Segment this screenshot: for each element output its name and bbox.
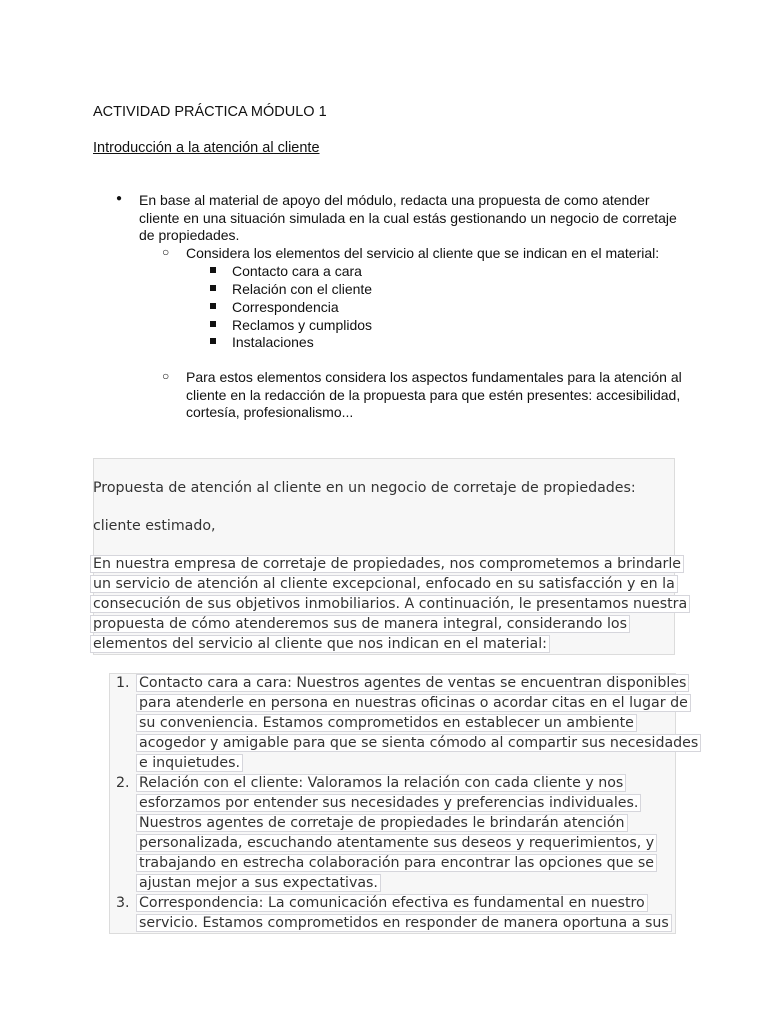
bullet-marker: ● — [116, 193, 123, 204]
item-number: 1. — [116, 675, 130, 691]
item-line: acogedor y amigable para que se sienta cómodo al compartir sus necesidades — [139, 735, 701, 751]
item-line: e inquietudes. — [139, 755, 243, 771]
document-title: ACTIVIDAD PRÁCTICA MÓDULO 1 — [93, 104, 327, 120]
square-bullet-icon — [210, 267, 216, 273]
item-line: personalizada, escuchando atentamente sus deseos y requerimientos, y — [139, 835, 657, 851]
square-bullet-icon — [210, 285, 216, 291]
document-subtitle: Introducción a la atención al cliente — [93, 140, 320, 156]
intro-line: un servicio de atención al cliente excepcional, enfocado en su satisfacción y en la — [93, 576, 678, 592]
item-line: Correspondencia: La comunicación efectiva es fundamental en nuestro — [139, 895, 648, 911]
square-bullet-icon — [210, 338, 216, 344]
intro-line: consecución de sus objetivos inmobiliarios. A continuación, le presentamos nuestra — [93, 596, 690, 612]
item-line: Contacto cara a cara: Nuestros agentes de ventas se encuentran disponibles — [139, 675, 689, 691]
proposal-heading: Propuesta de atención al cliente en un negocio de corretaje de propiedades: — [93, 480, 636, 496]
proposal-greeting: cliente estimado, — [93, 518, 216, 534]
item-number: 3. — [116, 895, 130, 911]
instruction-sub2-text: Para estos elementos considera los aspectos fundamentales para la atención al cliente en la redacción de la propuesta para que estén presentes: accesibilidad, cortesía, profesionalismo... — [186, 369, 682, 421]
sub-bullet-marker: ○ — [162, 245, 170, 259]
item-line: Nuestros agentes de corretaje de propiedades le brindarán atención — [139, 815, 628, 831]
square-bullet-icon — [210, 321, 216, 327]
item-line: esforzamos por entender sus necesidades y preferencias individuales. — [139, 795, 641, 811]
sub-bullet-marker: ○ — [162, 369, 170, 383]
instruction-main-text: En base al material de apoyo del módulo, redacta una propuesta de como atender cliente en una situación simulada en la cual estás gestionando un negocio de corretaje de propiedades. — [139, 192, 677, 244]
item-line: trabajando en estrecha colaboración para encontrar las opciones que se — [139, 855, 657, 871]
intro-line: propuesta de cómo atenderemos sus de manera integral, considerando los — [93, 616, 630, 632]
intro-line: elementos del servicio al cliente que nos indican en el material: — [93, 636, 550, 652]
item-line: Relación con el cliente: Valoramos la relación con cada cliente y nos — [139, 775, 626, 791]
item-number: 2. — [116, 775, 130, 791]
item-line: servicio. Estamos comprometidos en responder de manera oportuna a sus — [139, 915, 672, 931]
item-line: para atenderle en persona en nuestras oficinas o acordar citas en el lugar de — [139, 695, 691, 711]
item-line: ajustan mejor a sus expectativas. — [139, 875, 381, 891]
intro-line: En nuestra empresa de corretaje de propiedades, nos comprometemos a brindarle — [93, 556, 684, 572]
item-line: su conveniencia. Estamos comprometidos en establecer un ambiente — [139, 715, 637, 731]
instruction-sub1-text: Considera los elementos del servicio al cliente que se indican en el material: — [186, 245, 660, 261]
square-bullet-icon — [210, 303, 216, 309]
